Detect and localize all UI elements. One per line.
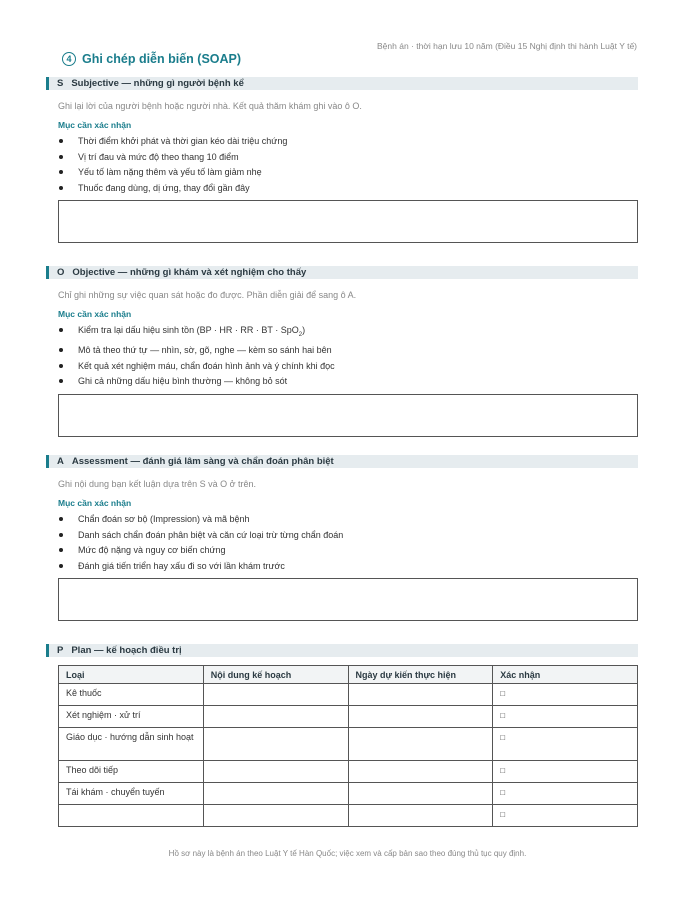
plan-content-cell[interactable] bbox=[203, 706, 348, 728]
section-heading-text: Subjective — những gì người bệnh kể bbox=[71, 78, 244, 89]
section-plan bbox=[46, 644, 638, 827]
plan-type-cell[interactable] bbox=[59, 805, 204, 827]
confirm-checkbox[interactable]: □ bbox=[493, 761, 638, 783]
table-row bbox=[59, 761, 638, 783]
plan-date-cell[interactable] bbox=[348, 761, 493, 783]
assessment-notes-field[interactable] bbox=[58, 578, 638, 621]
section-description: Chỉ ghi những sự việc quan sát hoặc đo được. Phần diễn giải để sang ô A. bbox=[58, 290, 357, 300]
checklist bbox=[58, 323, 638, 390]
section-letter: O bbox=[57, 267, 65, 278]
plan-type-cell: Kê thuốc bbox=[59, 684, 204, 706]
checklist-item: Thời điểm khởi phát và thời gian kéo dài triệu chứng bbox=[58, 134, 638, 150]
plan-date-cell[interactable] bbox=[348, 728, 493, 761]
checklist bbox=[58, 134, 638, 196]
checklist-item: Kiểm tra lại dấu hiệu sinh tồn (BP · HR · RR · BT · SpO$_2$) bbox=[58, 323, 638, 343]
section-heading bbox=[46, 77, 638, 90]
subscript: 2 bbox=[298, 331, 303, 338]
table-row bbox=[59, 728, 638, 761]
objective-notes-field[interactable] bbox=[58, 394, 638, 437]
plan-type-cell: Theo dõi tiếp bbox=[59, 761, 204, 783]
section-subjective bbox=[46, 77, 638, 243]
section-heading-text: Plan — kế hoạch điều trị bbox=[71, 645, 182, 656]
page-title-text: Ghi chép diễn biến (SOAP) bbox=[82, 52, 242, 66]
plan-content-cell[interactable] bbox=[203, 728, 348, 761]
section-heading bbox=[46, 455, 638, 468]
checklist-label: Mục cần xác nhận bbox=[58, 120, 132, 130]
section-letter: A bbox=[57, 456, 64, 467]
checklist-item: Vị trí đau và mức độ theo thang 10 điểm bbox=[58, 150, 638, 166]
plan-type-cell: Giáo dục · hướng dẫn sinh hoạt bbox=[59, 728, 204, 761]
checklist-item: Đánh giá tiến triển hay xấu đi so với lần khám trước bbox=[58, 559, 638, 575]
column-header: Nội dung kế hoạch bbox=[203, 666, 348, 684]
section-heading-text: Assessment — đánh giá lâm sàng và chẩn đoán phân biệt bbox=[71, 456, 334, 467]
plan-date-cell[interactable] bbox=[348, 706, 493, 728]
checklist-item: Thuốc đang dùng, dị ứng, thay đổi gần đây bbox=[58, 181, 638, 197]
table-row bbox=[59, 783, 638, 805]
plan-content-cell[interactable] bbox=[203, 684, 348, 706]
plan-date-cell[interactable] bbox=[348, 805, 493, 827]
plan-content-cell[interactable] bbox=[203, 805, 348, 827]
confirm-checkbox[interactable]: □ bbox=[493, 805, 638, 827]
footer-note: Hồ sơ này là bệnh án theo Luật Y tế Hàn Quốc; việc xem và cấp bản sao theo đúng thủ tục quy định. bbox=[168, 849, 527, 858]
subjective-notes-field[interactable] bbox=[58, 200, 638, 243]
column-header: Loại bbox=[59, 666, 204, 684]
section-letter: S bbox=[57, 78, 64, 89]
section-heading bbox=[46, 644, 638, 657]
plan-content-cell[interactable] bbox=[203, 761, 348, 783]
table-row bbox=[59, 706, 638, 728]
plan-table bbox=[58, 665, 638, 827]
table-row bbox=[59, 684, 638, 706]
column-header: Xác nhận bbox=[493, 666, 638, 684]
checklist-item: Yếu tố làm nặng thêm và yếu tố làm giảm nhẹ bbox=[58, 165, 638, 181]
section-number-badge: 4 bbox=[62, 52, 76, 66]
section-description: Ghi lại lời của người bệnh hoặc người nhà. Kết quả thăm khám ghi vào ô O. bbox=[58, 101, 362, 111]
checklist-item: Mức độ nặng và nguy cơ biến chứng bbox=[58, 543, 638, 559]
plan-type-cell: Xét nghiệm · xử trí bbox=[59, 706, 204, 728]
checklist-item: Chẩn đoán sơ bộ (Impression) và mã bệnh bbox=[58, 512, 638, 528]
table-row bbox=[59, 805, 638, 827]
section-heading bbox=[46, 266, 638, 279]
page-title bbox=[62, 52, 241, 66]
section-description: Ghi nội dung bạn kết luận dựa trên S và O ở trên. bbox=[58, 479, 257, 489]
table-header-row bbox=[59, 666, 638, 684]
confirm-checkbox[interactable]: □ bbox=[493, 728, 638, 761]
checklist-item: Danh sách chẩn đoán phân biệt và căn cứ loại trừ từng chẩn đoán bbox=[58, 528, 638, 544]
confirm-checkbox[interactable]: □ bbox=[493, 706, 638, 728]
column-header: Ngày dự kiến thực hiện bbox=[348, 666, 493, 684]
checklist-item: Ghi cả những dấu hiệu bình thường — không bỏ sót bbox=[58, 374, 638, 390]
plan-content-cell[interactable] bbox=[203, 783, 348, 805]
section-objective bbox=[46, 266, 638, 437]
checklist bbox=[58, 512, 638, 574]
plan-date-cell[interactable] bbox=[348, 783, 493, 805]
section-letter: P bbox=[57, 645, 64, 656]
section-heading-text: Objective — những gì khám và xét nghiệm cho thấy bbox=[72, 267, 307, 278]
confirm-checkbox[interactable]: □ bbox=[493, 684, 638, 706]
confirm-checkbox[interactable]: □ bbox=[493, 783, 638, 805]
plan-type-cell: Tái khám · chuyển tuyến bbox=[59, 783, 204, 805]
checklist-item: Mô tả theo thứ tự — nhìn, sờ, gõ, nghe — kèm so sánh hai bên bbox=[58, 343, 638, 359]
checklist-label: Mục cần xác nhận bbox=[58, 498, 132, 508]
retention-note: Bệnh án · thời hạn lưu 10 năm (Điều 15 Nghị định thi hành Luật Y tế) bbox=[377, 41, 637, 51]
checklist-item: Kết quả xét nghiệm máu, chẩn đoán hình ảnh và ý chính khi đọc bbox=[58, 359, 638, 375]
section-assessment bbox=[46, 455, 638, 621]
plan-date-cell[interactable] bbox=[348, 684, 493, 706]
checklist-label: Mục cần xác nhận bbox=[58, 309, 132, 319]
